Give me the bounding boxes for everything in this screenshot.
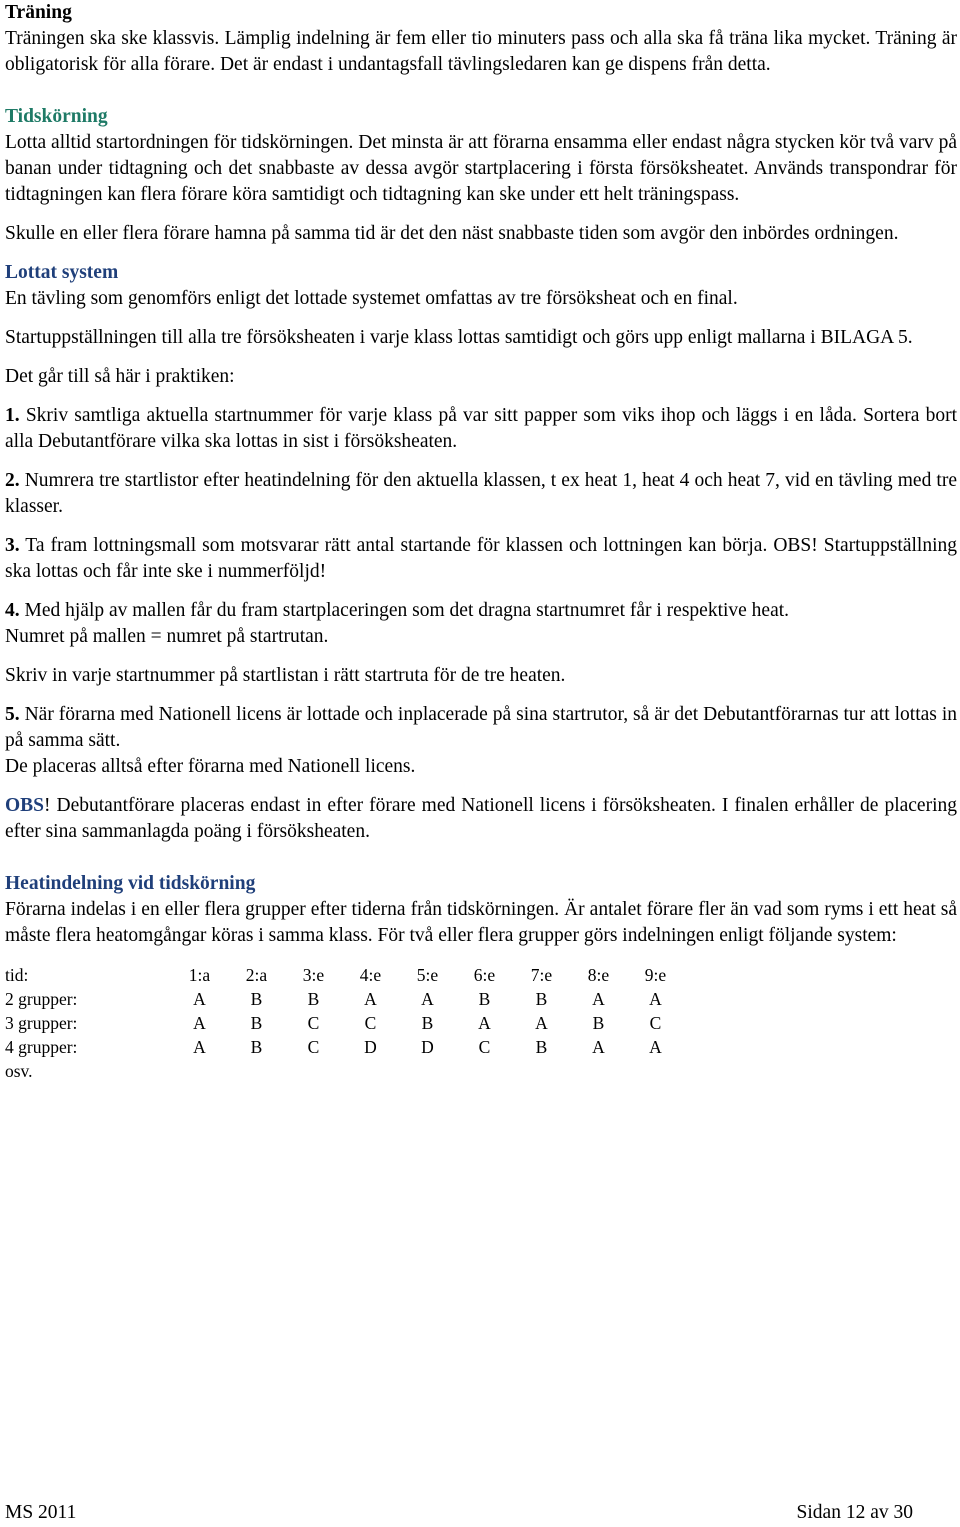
table-cell: C — [307, 1013, 320, 1033]
step-4-text: Med hjälp av mallen får du fram startplaceringen som det dragna startnumret får i respektive heat. — [19, 600, 790, 621]
traning-paragraph: Träningen ska ske klassvis. Lämplig indelning är fem eller tio minuters pass och alla ska få träna lika mycket. Träning är obligatorisk för alla förare. Det är endast i undantagsfall tävlingsledaren kan ge dispens från detta. — [5, 28, 957, 75]
table-row — [5, 987, 684, 1011]
table-cell: osv. — [5, 1061, 33, 1081]
table-cell: B — [307, 989, 320, 1009]
table-cell: A — [193, 1037, 206, 1057]
table-cell: C — [364, 1013, 377, 1033]
footer-page-number: Sidan 12 av 30 — [796, 1502, 913, 1523]
table-cell: A — [193, 1013, 206, 1033]
table-cell: 4 grupper: — [5, 1037, 78, 1057]
table-cell: A — [649, 1037, 662, 1057]
lottat-paragraph-2: Startuppställningen till alla tre försöksheaten i varje klass lottas samtidigt och görs upp enligt mallarna i BILAGA 5. — [5, 327, 913, 348]
step-4-note: Numret på mallen = numret på startrutan. — [5, 626, 329, 647]
step-4 — [5, 598, 957, 624]
table-cell: C — [478, 1037, 491, 1057]
table-cell: D — [421, 1037, 434, 1057]
table-cell: C — [307, 1037, 320, 1057]
heading-heatindelning: Heatindelning vid tidskörning — [5, 873, 256, 894]
table-row — [5, 963, 684, 987]
tidskorning-paragraph-1: Lotta alltid startordningen för tidskörningen. Det minsta är att förarna ensamma eller endast några stycken kör två varv på banan under tidtagning och det snabbaste av dessa avgör startplacering i första försöksheatet. Används transpondrar för tidtagningen kan flera förare köra samtidigt och tidtagning kan ske under ett helt träningspass. — [5, 132, 957, 205]
table-cell: 7:e — [530, 965, 553, 985]
table-cell: D — [364, 1037, 377, 1057]
heat-table — [5, 963, 684, 1083]
table-cell: 1:a — [188, 965, 211, 985]
table-cell: A — [649, 989, 662, 1009]
lottat-paragraph-1: En tävling som genomförs enligt det lottade systemet omfattas av tre försöksheat och en final. — [5, 288, 738, 309]
tidskorning-paragraph-2: Skulle en eller flera förare hamna på samma tid är det den näst snabbaste tiden som avgör den inbördes ordningen. — [5, 223, 899, 244]
table-cell: B — [592, 1013, 605, 1033]
document-page — [5, 0, 957, 1083]
step-2 — [5, 468, 957, 520]
table-cell: B — [250, 1037, 263, 1057]
step-4-instruction: Skriv in varje startnummer på startlistan i rätt startruta för de tre heaten. — [5, 665, 566, 686]
table-cell: 2:a — [245, 965, 268, 985]
table-cell: B — [535, 1037, 548, 1057]
table-cell: A — [193, 989, 206, 1009]
step-1-number: 1. — [5, 405, 20, 426]
table-cell: A — [364, 989, 377, 1009]
table-cell: A — [421, 989, 434, 1009]
step-1 — [5, 403, 957, 455]
step-3-text: Ta fram lottningsmall som motsvarar rätt antal startande för klassen och lottningen kan börja. OBS! Startuppställning ska lottas och får inte ske i nummerföljd! — [5, 535, 957, 582]
table-cell: 6:e — [473, 965, 496, 985]
table-row — [5, 1059, 684, 1083]
step-2-number: 2. — [5, 470, 20, 491]
step-3 — [5, 533, 957, 585]
table-cell: 5:e — [416, 965, 439, 985]
heading-lottat-system: Lottat system — [5, 262, 119, 283]
table-cell: 8:e — [587, 965, 610, 985]
table-row — [5, 1035, 684, 1059]
table-cell: A — [592, 989, 605, 1009]
heading-tidskorning: Tidskörning — [5, 106, 108, 127]
step-5 — [5, 702, 957, 754]
table-cell: 4:e — [359, 965, 382, 985]
step-1-text: Skriv samtliga aktuella startnummer för varje klass på var sitt papper som viks ihop och läggs i en låda. Sortera bort alla Debutantförare vilka ska lottas in sist i försöksheaten. — [5, 405, 957, 452]
table-cell: B — [250, 1013, 263, 1033]
table-cell: tid: — [5, 965, 29, 985]
step-5-number: 5. — [5, 704, 20, 725]
table-cell: B — [421, 1013, 434, 1033]
table-cell: 3:e — [302, 965, 325, 985]
lottat-paragraph-3: Det går till så här i praktiken: — [5, 366, 235, 387]
table-cell: A — [535, 1013, 548, 1033]
table-cell: 3 grupper: — [5, 1013, 78, 1033]
step-3-number: 3. — [5, 535, 20, 556]
table-cell: 2 grupper: — [5, 989, 78, 1009]
step-5-note: De placeras alltså efter förarna med Nationell licens. — [5, 756, 416, 777]
table-row — [5, 1011, 684, 1035]
obs-text: ! Debutantförare placeras endast in efter förare med Nationell licens i försöksheaten. I finalen erhåller de placering efter sina sammanlagda poäng i försöksheaten. — [5, 795, 957, 842]
table-cell: B — [535, 989, 548, 1009]
table-cell: C — [649, 1013, 662, 1033]
step-4-number: 4. — [5, 600, 20, 621]
footer-left: MS 2011 — [5, 1502, 77, 1523]
step-2-text: Numrera tre startlistor efter heatindelning för den aktuella klassen, t ex heat 1, heat 4 och heat 7, vid en tävling med tre klasser. — [5, 470, 957, 517]
table-cell: B — [478, 989, 491, 1009]
page-footer — [5, 1500, 913, 1526]
heatindelning-paragraph: Förarna indelas i en eller flera grupper efter tiderna från tidskörningen. Är antalet förare fler än vad som ryms i ett heat så måste flera heatomgångar köras i samma klass. För två eller flera grupper görs indelningen enligt följande system: — [5, 899, 957, 946]
obs-paragraph — [5, 793, 957, 845]
table-cell: A — [592, 1037, 605, 1057]
table-cell: B — [250, 989, 263, 1009]
step-5-text: När förarna med Nationell licens är lottade och inplacerade på sina startrutor, så är det Debutantförarnas tur att lottas in på samma sätt. — [5, 704, 957, 751]
table-cell: A — [478, 1013, 491, 1033]
obs-label: OBS — [5, 795, 45, 816]
heading-traning: Träning — [5, 2, 72, 23]
table-cell: 9:e — [644, 965, 667, 985]
